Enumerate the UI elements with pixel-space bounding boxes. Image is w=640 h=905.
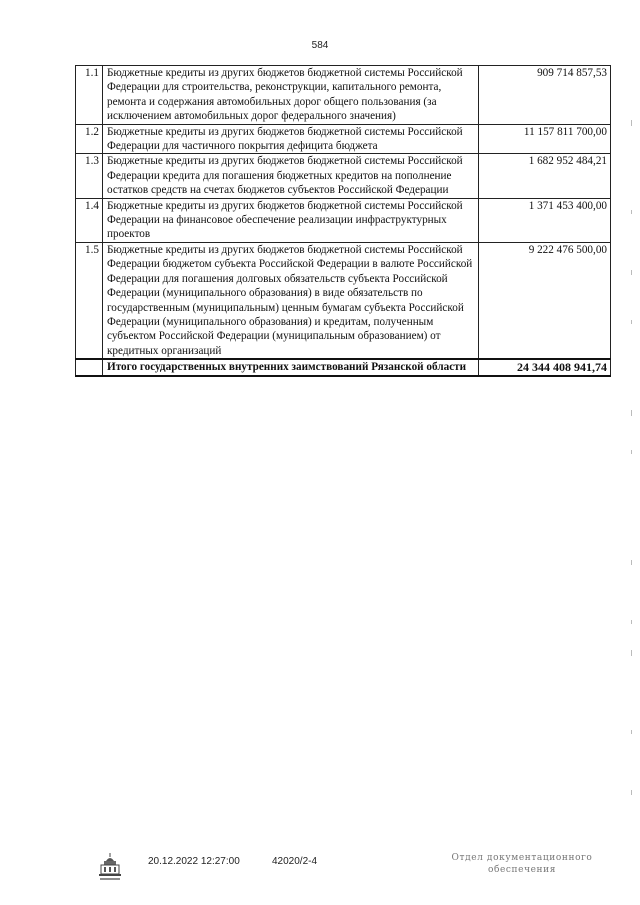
scan-margin-marks <box>631 90 634 850</box>
table-row <box>76 154 611 198</box>
table-row <box>76 66 611 125</box>
table-row <box>76 124 611 154</box>
borrowings-table <box>75 65 611 377</box>
document-id: 42020/2-4 <box>272 856 318 867</box>
row-amount: 9 222 476 500,00 <box>479 242 611 359</box>
row-amount: 1 682 952 484,21 <box>479 154 611 198</box>
row-description: Бюджетные кредиты из других бюджетов бюджетной системы Российской Федерации бюджетом субъекта Российской Федерации в валюте Российской Федерации для погашения долговых обязательств субъекта Российской Федерации (муниципального образования) в виде обязательств по государственным (муниципальным) ценным бумагам субъекта Российской Федерации (муниципального образования) и кредитам, полученным субъектом Российской Федерации (муниципальным образованием) от кредитных организаций <box>103 242 479 359</box>
department-stamp <box>442 852 602 876</box>
row-number: 1.1 <box>76 66 103 125</box>
total-row <box>76 359 611 375</box>
row-description: Бюджетные кредиты из других бюджетов бюджетной системы Российской Федерации для строительства, реконструкции, капитального ремонта, ремонта и содержания автомобильных дорог общего пользования (за исключением автомобильных дорог федерального значения) <box>103 66 479 125</box>
row-number: 1.4 <box>76 198 103 242</box>
total-amount: 24 344 408 941,74 <box>479 359 611 375</box>
row-number: 1.2 <box>76 124 103 154</box>
table-row <box>76 242 611 359</box>
stamp-line-1: Отдел документационного <box>451 853 593 863</box>
page-number: 584 <box>311 40 329 51</box>
row-number: 1.5 <box>76 242 103 359</box>
total-number-cell <box>76 359 103 375</box>
kremlin-logo-icon <box>97 852 123 882</box>
page-footer <box>0 852 640 892</box>
row-amount: 909 714 857,53 <box>479 66 611 125</box>
row-amount: 11 157 811 700,00 <box>479 124 611 154</box>
row-number: 1.3 <box>76 154 103 198</box>
table-row <box>76 198 611 242</box>
row-description: Бюджетные кредиты из других бюджетов бюджетной системы Российской Федерации кредита для погашения бюджетных кредитов на пополнение остатков средств на счетах бюджетов субъектов Российской Федерации <box>103 154 479 198</box>
total-label: Итого государственных внутренних заимствований Рязанской области <box>103 359 479 375</box>
stamp-line-2: обеспечения <box>487 865 557 875</box>
timestamp: 20.12.2022 12:27:00 <box>148 856 240 867</box>
row-description: Бюджетные кредиты из других бюджетов бюджетной системы Российской Федерации на финансовое обеспечение реализации инфраструктурных проектов <box>103 198 479 242</box>
row-amount: 1 371 453 400,00 <box>479 198 611 242</box>
row-description: Бюджетные кредиты из других бюджетов бюджетной системы Российской Федерации для частичного покрытия дефицита бюджета <box>103 124 479 154</box>
